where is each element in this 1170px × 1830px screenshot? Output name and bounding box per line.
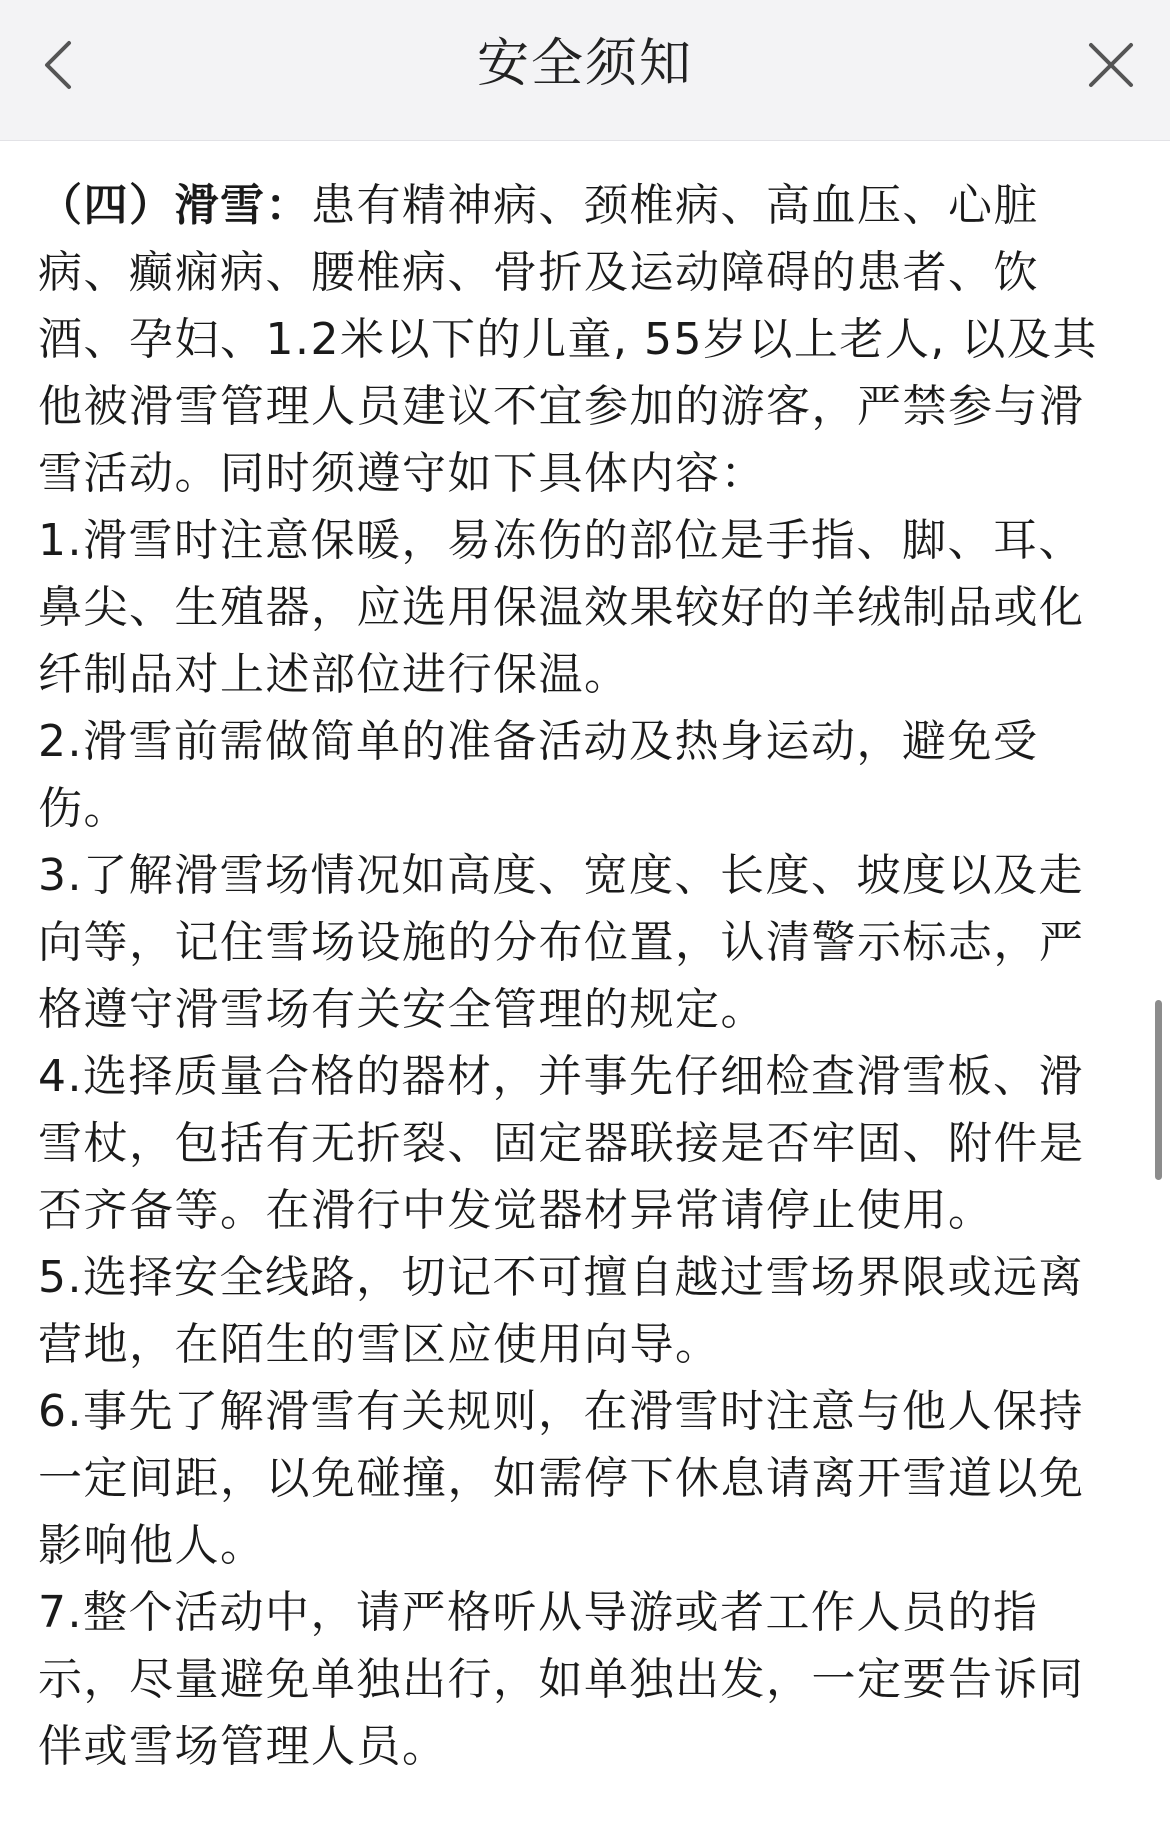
vertical-scrollbar[interactable] — [1155, 1000, 1162, 1180]
notice-content — [38, 172, 1118, 1780]
rule-item-5: 5.选择安全线路，切记不可擅自越过雪场界限或远离营地，在陌生的雪区应使用向导。 — [38, 1252, 1084, 1370]
rule-item-7: 7.整个活动中，请严格听从导游或者工作人员的指示，尽量避免单独出行，如单独出发，一定要告诉同伴或雪场管理人员。 — [38, 1587, 1085, 1772]
intro-paragraph — [38, 172, 1118, 507]
top-nav-bar — [0, 0, 1170, 141]
rule-item-6: 6.事先了解滑雪有关规则，在滑雪时注意与他人保持一定间距，以免碰撞，如需停下休息请离开雪道以免影响他人。 — [38, 1386, 1085, 1571]
page-title: 安全须知 — [476, 34, 693, 94]
rule-item-4: 4.选择质量合格的器材，并事先仔细检查滑雪板、滑雪杖，包括有无折裂、固定器联接是否牢固、附件是否齐备等。在滑行中发觉器材异常请停止使用。 — [38, 1051, 1085, 1236]
close-icon — [1086, 40, 1136, 90]
rule-item-3: 3.了解滑雪场情况如高度、宽度、长度、坡度以及走向等，记住雪场设施的分布位置，认清警示标志，严格遵守滑雪场有关安全管理的规定。 — [38, 850, 1085, 1035]
intro-text: 患有精神病、颈椎病、高血压、心脏病、癫痫病、腰椎病、骨折及运动障碍的患者、饮酒、孕妇、1.2米以下的儿童, 55岁以上老人, 以及其他被滑雪管理人员建议不宜参加的游客，严禁参与滑雪活动。同时须遵守如下具体内容： — [38, 180, 1098, 499]
rule-item-1: 1.滑雪时注意保暖，易冻伤的部位是手指、脚、耳、鼻尖、生殖器，应选用保温效果较好的羊绒制品或化纤制品对上述部位进行保温。 — [38, 515, 1085, 700]
section-heading: （四）滑雪： — [38, 180, 311, 231]
rule-item-2: 2.滑雪前需做简单的准备活动及热身运动，避免受伤。 — [38, 716, 1039, 834]
close-button[interactable] — [1076, 30, 1146, 100]
